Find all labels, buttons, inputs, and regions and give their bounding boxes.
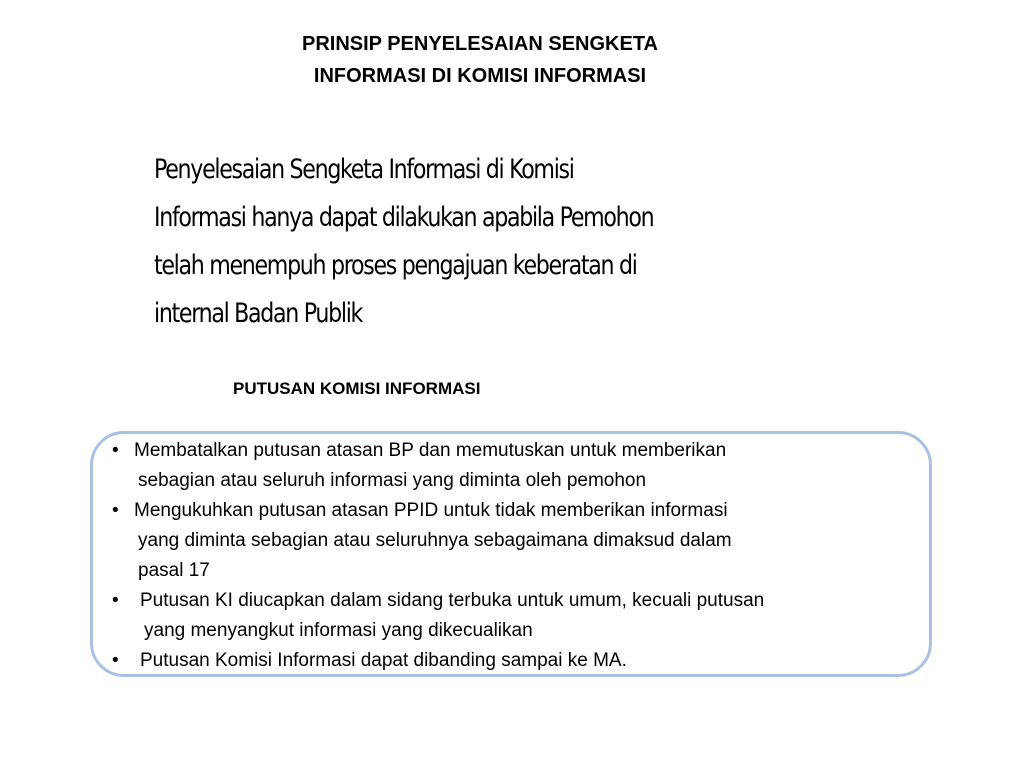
list-item-continuation: pasal 17: [138, 560, 210, 581]
intro-line: internal Badan Publik: [154, 298, 363, 329]
bullet-icon: •: [112, 590, 119, 611]
intro-line: telah menempuh proses pengajuan keberatan di: [154, 250, 637, 281]
decision-list: [112, 436, 932, 676]
intro-paragraph: [154, 146, 728, 338]
list-item-text: Putusan KI diucapkan dalam sidang terbuka untuk umum, kecuali putusan: [140, 590, 765, 611]
list-item-continuation: sebagian atau seluruh informasi yang diminta oleh pemohon: [138, 470, 647, 491]
list-item: [112, 436, 932, 496]
slide-title-line: PRINSIP PENYELESAIAN SENGKETA: [302, 33, 658, 55]
bullet-icon: •: [112, 650, 119, 671]
slide-title: [200, 28, 760, 92]
list-item-text: Membatalkan putusan atasan BP dan memutuskan untuk memberikan: [134, 440, 727, 461]
list-item-text: Mengukuhkan putusan atasan PPID untuk tidak memberikan informasi: [134, 500, 728, 521]
bullet-icon: •: [112, 500, 119, 521]
list-item-text: Putusan Komisi Informasi dapat dibanding sampai ke MA.: [140, 650, 627, 671]
decision-heading: PUTUSAN KOMISI INFORMASI: [233, 379, 481, 398]
slide-title-line: INFORMASI DI KOMISI INFORMASI: [313, 65, 647, 87]
list-item: [112, 586, 932, 646]
list-item: [112, 496, 932, 586]
list-item-continuation: yang menyangkut informasi yang dikecualikan: [144, 620, 533, 641]
list-item: [112, 646, 932, 676]
intro-line: Informasi hanya dapat dilakukan apabila Pemohon: [154, 202, 654, 233]
list-item-continuation: yang diminta sebagian atau seluruhnya sebagaimana dimaksud dalam: [138, 530, 732, 551]
bullet-icon: •: [112, 440, 119, 461]
intro-line: Penyelesaian Sengketa Informasi di Komisi: [154, 154, 574, 185]
